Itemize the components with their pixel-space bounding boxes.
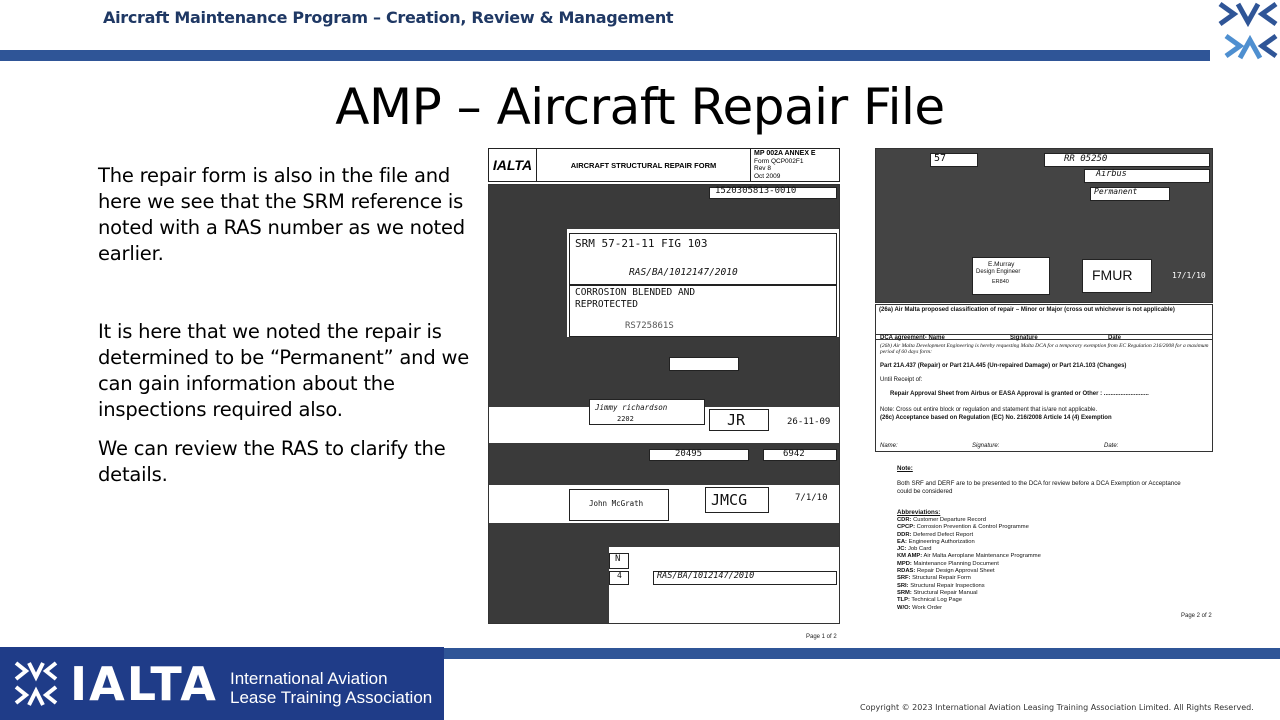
form2-top-grid	[875, 148, 1213, 303]
bottom-accent-bar	[444, 648, 1280, 659]
form-ref-form: Form QCP002F1	[754, 157, 804, 165]
footer-org-line2: Lease Training Association	[230, 688, 433, 707]
hw-date-2: 7/1/10	[795, 493, 828, 503]
hw-date-1: 26-11-09	[787, 417, 831, 427]
hw-srm-reference: SRM 57-21-11 FIG 103	[575, 237, 708, 250]
hw-desc-line1: CORROSION BLENDED AND	[575, 287, 696, 298]
abbr-row: DDR: Deferred Defect Report	[897, 531, 974, 538]
hw-ras-top: RAS/BA/1012147/2010	[629, 267, 738, 278]
hw-desc-line2: REPROTECTED	[575, 299, 638, 310]
hw-inspector: Jimmy richardson	[595, 403, 668, 412]
body-paragraph-1: The repair form is also in the file and here we see that the SRM reference is noted with a RAS number as we noted earlier.	[98, 164, 465, 265]
note-title: Note:	[897, 465, 913, 472]
abbr-row: EA: Engineering Authorization	[897, 538, 975, 545]
ialta-corner-logo-icon	[1216, 0, 1280, 62]
abbr-row: SRF: Structural Repair Form	[897, 575, 971, 582]
body-paragraph-2: It is here that we noted the repair is determined to be “Permanent” and we can gain information about the inspections required also.	[98, 320, 470, 421]
scan-band	[489, 523, 840, 547]
hw-initials-2: JMCG	[711, 491, 748, 509]
top-accent-bar	[0, 50, 1210, 61]
hw-signer-role: Design Engineer	[976, 269, 1021, 275]
scan-band	[489, 337, 840, 377]
abbr-row: RDAS: Repair Design Approval Sheet	[897, 568, 995, 575]
form-ref-rev: Rev 8	[754, 165, 771, 172]
abbr-row: W/O: Work Order	[897, 604, 943, 611]
abbr-row: SRM: Structural Repair Manual	[897, 589, 978, 596]
form-page-number-2: Page 2 of 2	[1181, 613, 1212, 619]
ialta-brand-icon	[14, 659, 58, 707]
abbreviation-list	[897, 517, 1041, 612]
abbr-row: CPCP: Corrosion Prevention & Control Programme	[897, 524, 1029, 531]
abbr-row: SRI: Structural Repair Inspections	[897, 582, 985, 589]
scan-band	[489, 547, 609, 624]
dca-signature-label: Signature	[1010, 335, 1038, 341]
abbr-row: MPD: Maintenance Planning Document	[897, 560, 999, 567]
hw-ras-bottom: RAS/BA/1012147/2010	[657, 571, 755, 581]
hw-engineer: John McGrath	[589, 499, 644, 508]
part-line: Part 21A.437 (Repair) or Part 21A.445 (Un-repaired Damage) or Part 21A.103 (Changes)	[880, 363, 1127, 369]
repair-form-page-2	[875, 148, 1215, 628]
abbr-row: CDR: Customer Departure Record	[897, 517, 986, 523]
footer-brand-wordmark: IALTA	[70, 657, 218, 711]
hw-signer-id: ER840	[992, 279, 1009, 285]
form-body-grid	[488, 184, 840, 624]
body-paragraph-3: We can review the RAS to clarify the details.	[98, 437, 446, 486]
hw-date-2b: 17/1/10	[1172, 271, 1206, 280]
hw-code: 57	[934, 153, 947, 164]
signature-label: Signature:	[972, 443, 1000, 449]
form-ref-code: MP 002A ANNEX E	[754, 150, 816, 157]
form-reference	[751, 149, 839, 181]
slide-title: AMP – Aircraft Repair File	[335, 78, 945, 136]
hw-initials-1: JR	[727, 411, 746, 429]
dca-request: (26b) Air Malta Development Engineering is hereby requesting Malta DCA for a temporary exemption from EC Regulation 216/2008 for a maximum period of 60 days form:	[880, 343, 1209, 355]
hw-cycles: 6942	[783, 449, 805, 459]
abbr-row: TLP: Technical Log Page	[897, 597, 963, 604]
deck-header-title: Aircraft Maintenance Program – Creation, Review & Management	[103, 8, 674, 27]
hw-reference: RR 05250	[1064, 154, 1108, 164]
form-header	[488, 148, 840, 182]
until-receipt: Until Receipt of:	[880, 377, 923, 383]
scan-box	[669, 357, 739, 371]
note-text: Both SRF and DERF are to be presented to the DCA for review before a DCA Exemption or Acceptance could be considered	[897, 480, 1181, 495]
abbr-title: Abbreviations:	[897, 509, 941, 516]
hw-stamp: FMUR	[1092, 267, 1133, 283]
hw-approval-code: N	[615, 554, 621, 564]
footer-org-name	[230, 669, 432, 707]
hw-ref-number: 1520305813-0010	[715, 186, 797, 196]
hw-classification: Permanent	[1094, 187, 1138, 196]
form-ref-date: Oct 2009	[754, 172, 781, 180]
section-26a: (26a) Air Malta proposed classification of repair – Minor or Major (cross out whichever is not applicable)	[875, 304, 1213, 340]
section-26c: (26c) Acceptance based on Regulation (EC) No. 216/2008 Article 14 (4) Exemption	[880, 415, 1112, 421]
dca-name-label: DCA agreement- Name	[880, 335, 945, 341]
form-logo: IALTA	[489, 149, 537, 181]
dca-date-label: Date	[1108, 335, 1122, 341]
hw-inspector-id: 2202	[617, 415, 634, 423]
hw-signer: E.Murray	[988, 261, 1015, 268]
date-label: Date:	[1104, 443, 1119, 449]
form-title: AIRCRAFT STRUCTURAL REPAIR FORM	[537, 149, 751, 181]
crossout-note: Note: Cross out entire block or regulation and statement that is/are not applicable.	[880, 407, 1098, 413]
hw-hours: 20495	[675, 449, 703, 459]
hw-ras-small: RS725861S	[625, 321, 674, 331]
approval-line: Repair Approval Sheet from Airbus or EASA Approval is granted or Other : ...........................	[890, 391, 1149, 397]
form-page-number-1: Page 1 of 2	[806, 634, 837, 640]
copyright-notice: Copyright © 2023 International Aviation Leasing Training Association Limited. All Rights Reserved.	[860, 703, 1254, 712]
abbr-row: JC: Job Card	[897, 546, 932, 553]
repair-form-page-1	[488, 148, 840, 644]
abbr-row: KM AMP: Air Malta Aeroplane Maintenance Programme	[897, 553, 1041, 560]
footer-org-line1: International Aviation	[230, 669, 388, 688]
name-label: Name:	[880, 443, 898, 449]
footer-brand-block	[0, 647, 444, 720]
section-26b	[875, 334, 1213, 452]
hw-manufacturer: Airbus	[1096, 169, 1127, 179]
hw-qty: 4	[617, 571, 622, 580]
